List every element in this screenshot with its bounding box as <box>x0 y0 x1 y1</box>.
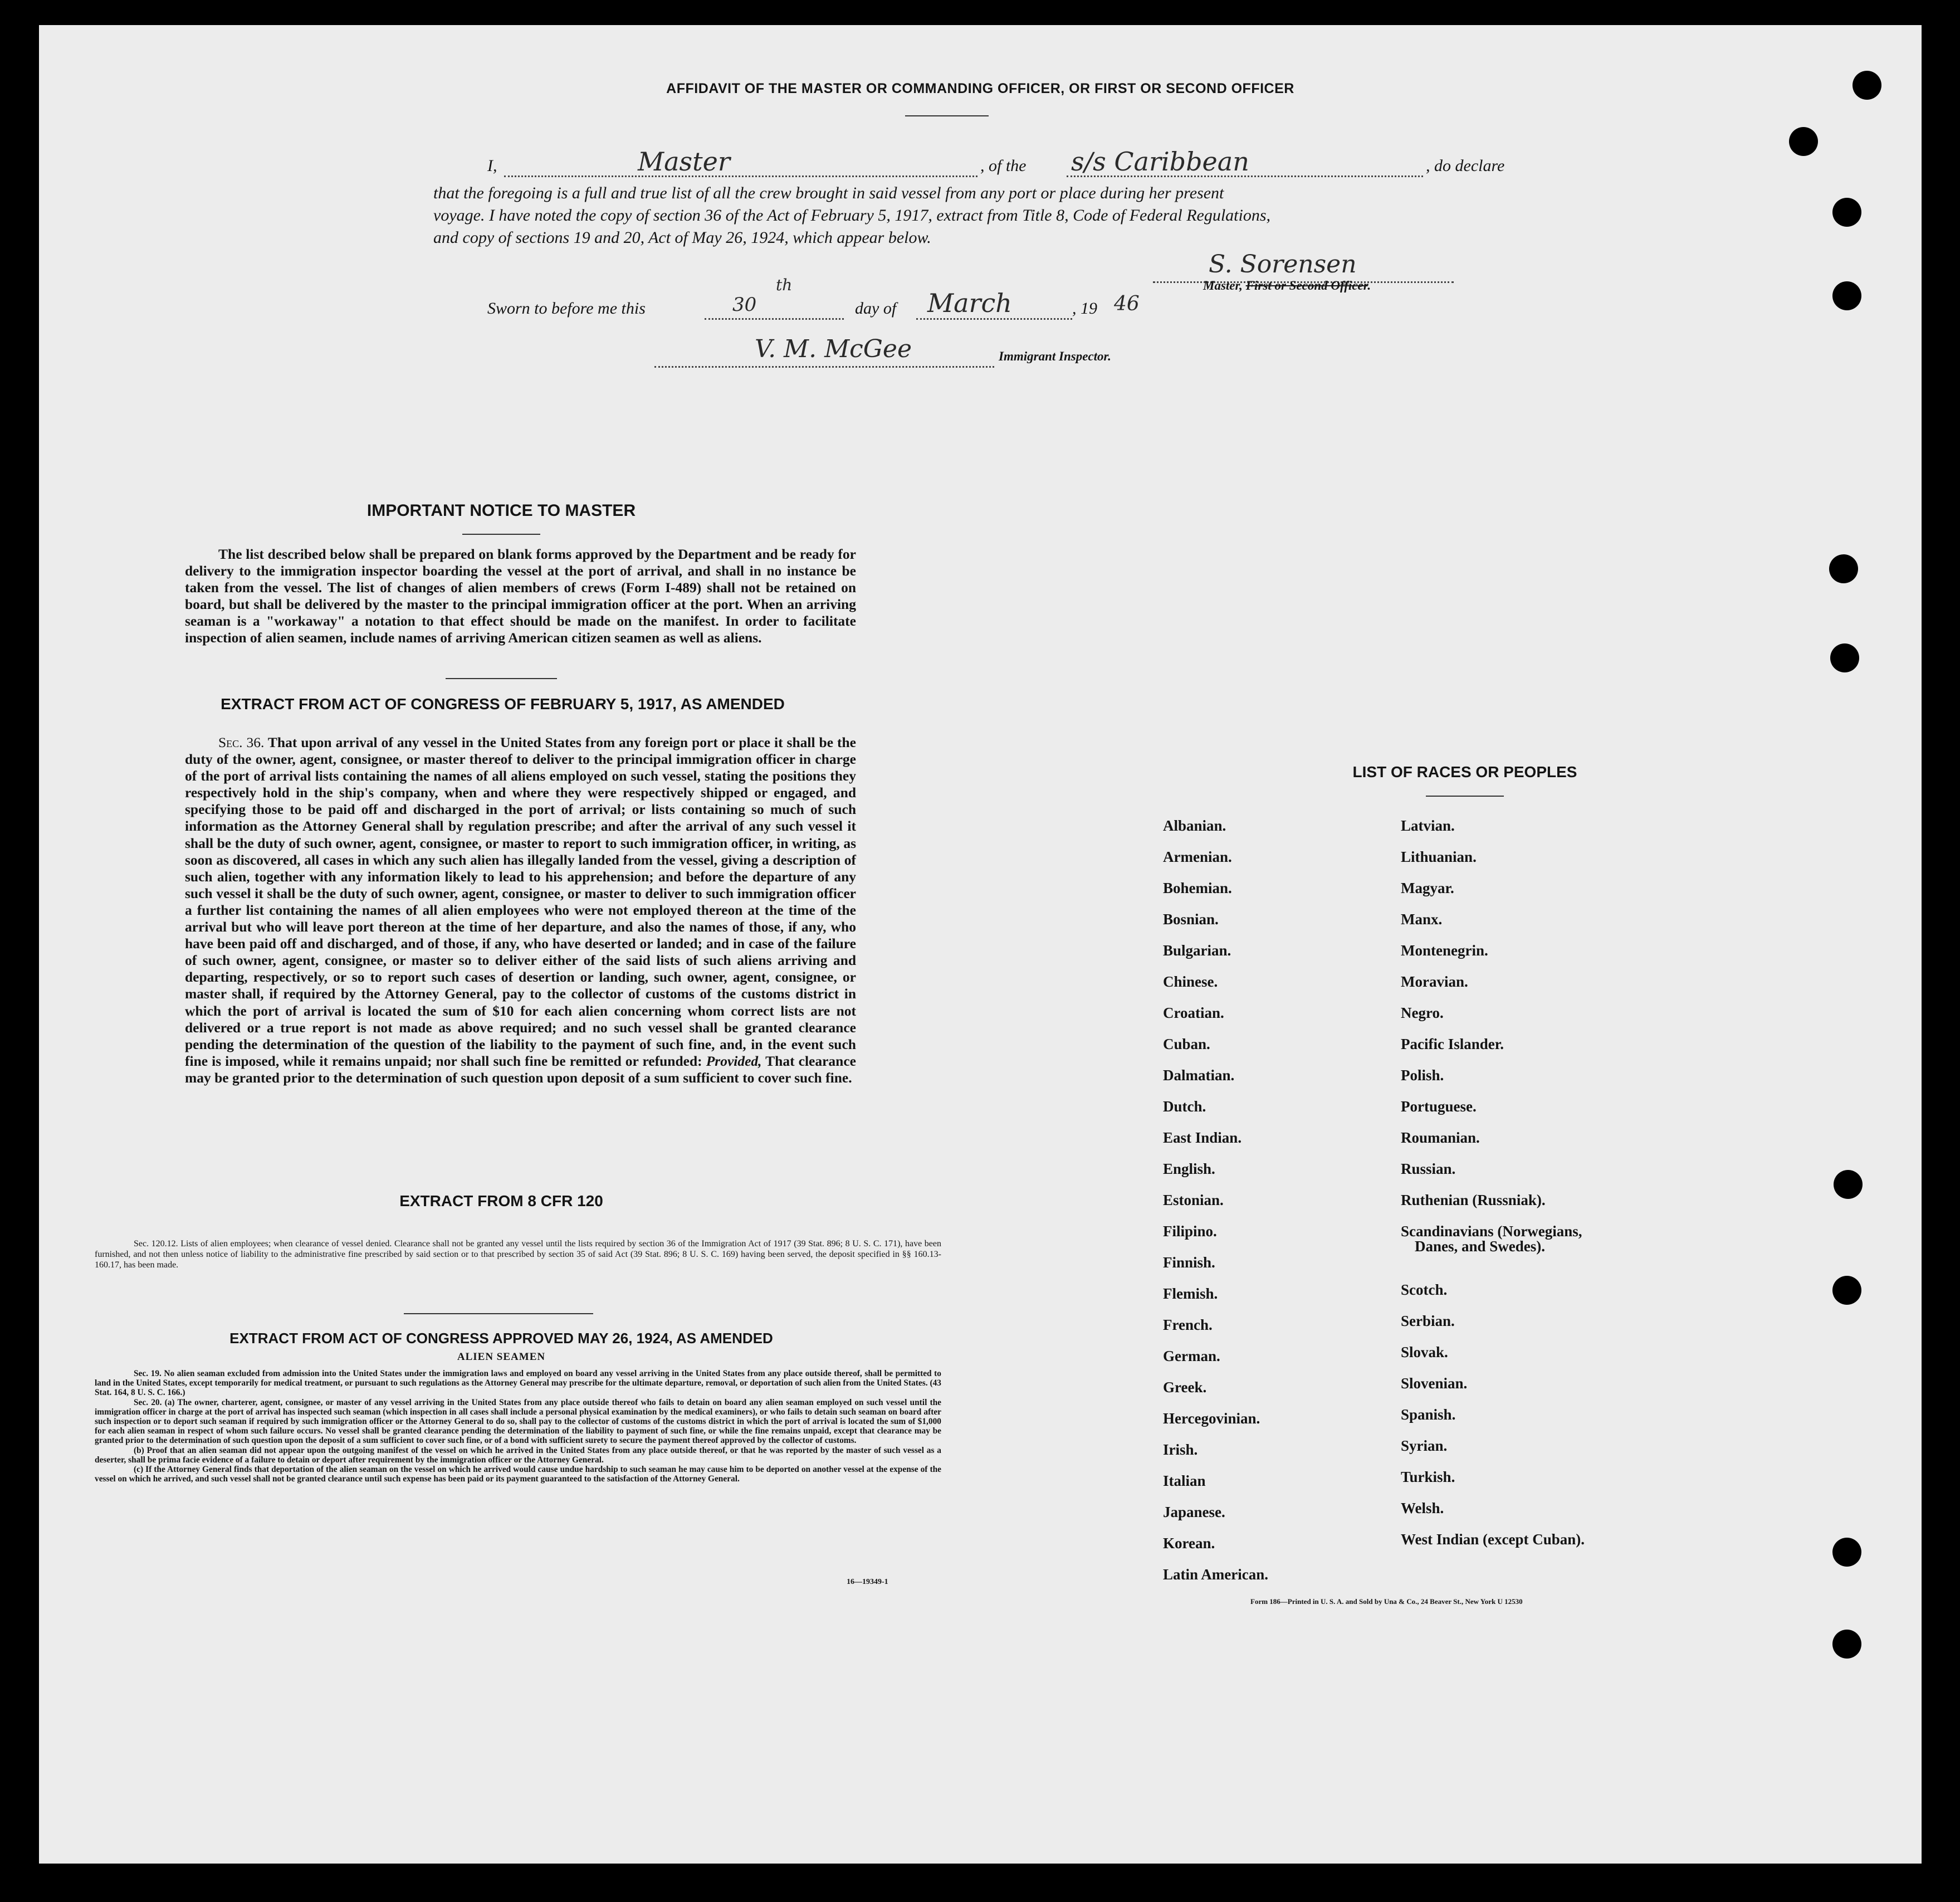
inspector-signature: V. M. McGee <box>755 335 912 363</box>
race-item: Latvian. <box>1401 817 1455 834</box>
race-item: Bulgarian. <box>1163 942 1231 959</box>
race-item: Roumanian. <box>1401 1129 1480 1146</box>
punch-hole <box>1789 127 1818 156</box>
document-page <box>39 25 1922 1864</box>
notice-title: IMPORTANT NOTICE TO MASTER <box>366 501 636 520</box>
race-item: Scandinavians (Norwegians, <box>1401 1223 1582 1240</box>
affidavit-line-4: and copy of sections 19 and 20, Act of May 26, 1924, which appear below. <box>433 228 931 247</box>
declare-label: , do declare <box>1426 157 1505 175</box>
affidavit-line-1 <box>487 147 1529 178</box>
day-of-label: day of <box>855 299 897 318</box>
notice-underline <box>462 534 540 535</box>
master-caption-struck: First or Second Officer <box>1245 279 1368 292</box>
inspector-signature-line[interactable] <box>654 335 994 368</box>
master-caption-master: Master, <box>1203 279 1246 292</box>
race-item: German. <box>1163 1348 1220 1364</box>
race-item: Slovak. <box>1401 1344 1448 1360</box>
extract-1917-title: EXTRACT FROM ACT OF CONGRESS OF FEBRUARY 5, 1917, AS AMENDED <box>221 695 785 713</box>
race-item: Korean. <box>1163 1535 1215 1552</box>
race-item: English. <box>1163 1160 1215 1177</box>
vessel-field[interactable] <box>1067 147 1423 177</box>
master-caption <box>1203 279 1371 293</box>
sec-20b-text: (b) Proof that an alien seaman did not appear upon the outgoing manifest of the vessel on which he arrived in the United States from any place outside thereof, or that he was reported by the master of such vessel as a deserter, shall be prima facie evidence of a failure to detain or deport after requirement by the immigration officer or the Attorney General. <box>95 1445 941 1465</box>
race-item: Spanish. <box>1401 1406 1456 1423</box>
sec-20a-text: Sec. 20. (a) The owner, charterer, agent, consignee, or master of any vessel arriving in the United States from any place outside thereof who fails to detain on board any alien seaman employed on such vessel until the immigration officer in charge at the port of arrival has inspected such seaman (which inspection in all cases shall include a personal physical examination by the medical examiners), or who fails to detain such seaman on board after such inspection or to deport such seaman if required by such immigration officer or the Attorney General to do so, shall pay to the collector of customs of the customs district in which the port of arrival is located the sum of $1,000 for each alien seaman in respect of whom such failure occurs. No vessel shall be granted clearance pending the determination of the liability to payment of such fine, or while the fine remains unpaid, except that clearance may be granted prior to the determination of such question upon the deposit of a sum sufficient to cover such fine, or of a bond with sufficient surety to secure the payment thereof approved by the collector of customs. <box>95 1397 941 1446</box>
race-item: Portuguese. <box>1401 1098 1477 1115</box>
race-item: East Indian. <box>1163 1129 1242 1146</box>
punch-hole <box>1832 198 1861 227</box>
race-item: Pacific Islander. <box>1401 1036 1504 1052</box>
day-field[interactable] <box>705 276 844 320</box>
races-title: LIST OF RACES OR PEOPLES <box>1352 763 1577 781</box>
race-item: French. <box>1163 1316 1213 1333</box>
extract-1924-body <box>95 1369 941 1484</box>
i-label: I, <box>487 157 497 175</box>
extract-1924-subtitle: ALIEN SEAMEN <box>457 1351 546 1363</box>
race-item: Dalmatian. <box>1163 1067 1235 1084</box>
race-item: Scotch. <box>1401 1281 1448 1298</box>
cfr-divider <box>404 1313 593 1314</box>
punch-hole <box>1830 643 1859 672</box>
sec-36-label: Sec. 36. <box>218 734 265 750</box>
race-item: Russian. <box>1401 1160 1456 1177</box>
day-suffix: th <box>776 276 793 294</box>
sworn-label: Sworn to before me this <box>487 299 646 318</box>
race-item: Welsh. <box>1401 1500 1444 1516</box>
race-item: West Indian (except Cuban). <box>1401 1531 1585 1548</box>
race-item: Dutch. <box>1163 1098 1206 1115</box>
race-item: Irish. <box>1163 1441 1198 1458</box>
race-item: Magyar. <box>1401 880 1454 896</box>
extract-cfr-title: EXTRACT FROM 8 CFR 120 <box>399 1192 603 1210</box>
punch-hole <box>1834 1170 1863 1199</box>
race-item: Negro. <box>1401 1004 1444 1021</box>
year-value: 46 <box>1114 292 1140 315</box>
sec-19-text: Sec. 19. No alien seaman excluded from admission into the United States under the immigration laws and employed on board any vessel arriving in the United States from any place outside thereof, shall be permitted to land in the United States, except temporarily for medical treatment, or pursuant to such regulations as the Attorney General may prescribe for the ultimate departure, removal, or deportation of such alien from the United States. (43 Stat. 164, 8 U. S. C. 166.) <box>95 1369 941 1398</box>
proviso-label: Provided, <box>706 1052 762 1069</box>
master-caption-period: . <box>1367 279 1371 292</box>
race-item: Slovenian. <box>1401 1375 1468 1392</box>
race-item: Latin American. <box>1163 1566 1268 1583</box>
race-item: Chinese. <box>1163 973 1218 990</box>
inspector-caption: Immigrant Inspector. <box>999 349 1111 363</box>
race-item: Lithuanian. <box>1401 848 1477 865</box>
race-item: Hercegovinian. <box>1163 1410 1260 1427</box>
form-code: 16—19349-1 <box>847 1578 888 1586</box>
punch-hole <box>1832 1276 1861 1305</box>
race-item: Ruthenian (Russniak). <box>1401 1192 1546 1208</box>
proviso-text: That clearance may be granted prior to the determination of such question upon deposit of a sum sufficient to cover such fine. <box>185 1052 856 1086</box>
affidavit-line-3: voyage. I have noted the copy of section 36 of the Act of February 5, 1917, extract from Title 8, Code of Federal Regulations, <box>433 206 1271 225</box>
printer-imprint: Form 186—Printed in U. S. A. and Sold by Una & Co., 24 Beaver St., New York U 12530 <box>1250 1597 1523 1606</box>
master-signature: S. Sorensen <box>1209 250 1357 279</box>
race-item: Bohemian. <box>1163 880 1232 896</box>
punch-hole <box>1853 71 1881 100</box>
extract-1917-body <box>185 734 856 1086</box>
race-item: Montenegrin. <box>1401 942 1488 959</box>
races-underline <box>1426 796 1504 797</box>
punch-hole <box>1832 1538 1861 1567</box>
affidavit-line-2: that the foregoing is a full and true list of all the crew brought in said vessel from any port or place during her present <box>433 184 1224 202</box>
affidavit-title: AFFIDAVIT OF THE MASTER OR COMMANDING OFFICER, OR FIRST OR SECOND OFFICER <box>666 81 1294 96</box>
race-item: Filipino. <box>1163 1223 1217 1240</box>
of-the-label: , of the <box>980 157 1027 175</box>
vessel-value: s/s Caribbean <box>1071 147 1249 177</box>
extract-cfr-body: Sec. 120.12. Lists of alien employees; when clearance of vessel denied. Clearance shall not be granted any vessel until the lists required by section 36 of the Immigration Act of 1917 (39 Stat. 896; 8 U. S. C. 171), have been furnished, and not then unless notice of liability to the administrative fine prescribed by said section or to that prescribed by section 35 of said Act (39 Stat. 896; 8 U. S. C. 169) having been served, the deposit specified in §§ 160.13-160.17, has been made. <box>95 1239 941 1270</box>
race-item: Cuban. <box>1163 1036 1210 1052</box>
race-item: Bosnian. <box>1163 911 1219 928</box>
race-item: Manx. <box>1401 911 1443 928</box>
year-prefix: , 19 <box>1072 299 1097 318</box>
extract-1924-title: EXTRACT FROM ACT OF CONGRESS APPROVED MAY 26, 1924, AS AMENDED <box>229 1330 773 1347</box>
sec-20c-text: (c) If the Attorney General finds that deportation of the alien seaman on the vessel on which he arrived would cause undue hardship to such seaman he may cause him to be deported on another vessel at the expense of the vessel on which he arrived, and such vessel shall not be granted clearance until such expense has been paid or its payment guaranteed to the satisfaction of the Attorney General. <box>95 1465 941 1484</box>
title-underline <box>905 115 989 116</box>
notice-body: The list described below shall be prepared on blank forms approved by the Department and be ready for delivery to the immigration inspector boarding the vessel at the port of arrival, and shall in no instance be taken from the vessel. The list of changes of alien members of crews (Form I-489) shall not be retained on board, but shall be delivered by the master to the principal immigration officer at the port. When an arriving seaman is a "workaway" a notation to that effect should be made on the manifest. In order to facilitate inspection of alien seamen, include names of arriving American citizen seamen as well as aliens. <box>185 546 856 646</box>
race-item: Turkish. <box>1401 1469 1455 1485</box>
race-item: Armenian. <box>1163 848 1232 865</box>
race-item: Japanese. <box>1163 1504 1225 1520</box>
race-item: Polish. <box>1401 1067 1444 1084</box>
race-item: Greek. <box>1163 1379 1207 1396</box>
sworn-line <box>487 276 1211 326</box>
race-item: Estonian. <box>1163 1192 1224 1208</box>
race-item: Croatian. <box>1163 1004 1224 1021</box>
punch-hole <box>1832 1630 1861 1659</box>
race-item: Syrian. <box>1401 1437 1448 1454</box>
month-field[interactable] <box>916 288 1072 320</box>
race-item: Moravian. <box>1401 973 1468 990</box>
notice-divider <box>446 678 557 679</box>
race-item: Serbian. <box>1401 1313 1455 1329</box>
race-item: Finnish. <box>1163 1254 1215 1271</box>
sec-36-text: That upon arrival of any vessel in the United States from any foreign port or place it shall be the duty of the owner, agent, consignee, or master thereof to deliver to the principal immigration officer in charge of the port of arrival lists containing the names of all aliens employed on such vessel, stating the positions they respectively hold in the ship's company, when and where they were respectively shipped or engaged, and specifying those to be paid off and discharged in the port of arrival; or lists containing so much of such information as the Attorney General shall by regulation prescribe; and after the arrival of any such vessel it shall be the duty of such owner, agent, consignee, or master to report to such immigration officer, in writing, as soon as discovered, all cases in which any such alien has illegally landed from the vessel, giving a description of such alien, together with any information likely to lead to his apprehension; and before the departure of any such vessel it shall be the duty of such owner, agent, consignee, or master to deliver to such immigration officer a further list containing the names of all alien employees who were not employed thereon at the time of the arrival but who will leave port thereon at the time of her departure, and also the names of those, if any, who have been paid off and discharged, and of those, if any, who have deserted or landed; and in case of the failure of such owner, agent, consignee, or master so to deliver either of the said lists of such aliens arriving and departing, respectively, or so to report such cases of desertion or landing, such owner, agent, consignee, or master shall, if required by the Attorney General, pay to the collector of customs of the customs district in which the port of arrival is located the sum of $10 for each alien concerning whom correct lists are not delivered or a true report is not made as above required; and no such vessel shall be granted clearance pending the determination of the question of the liability to the payment of such fine, and, in the event such fine is imposed, while it remains unpaid; nor shall such fine be remitted or refunded: <box>185 734 856 1069</box>
i-field[interactable] <box>504 147 977 177</box>
punch-hole <box>1832 281 1861 310</box>
race-item: Italian <box>1163 1472 1206 1489</box>
month-value: March <box>927 288 1012 318</box>
i-value: Master <box>638 147 730 177</box>
race-item: Danes, and Swedes). <box>1415 1238 1546 1255</box>
race-item: Albanian. <box>1163 817 1226 834</box>
punch-hole <box>1829 554 1858 583</box>
day-value: 30 <box>732 294 757 316</box>
race-item: Flemish. <box>1163 1285 1218 1302</box>
